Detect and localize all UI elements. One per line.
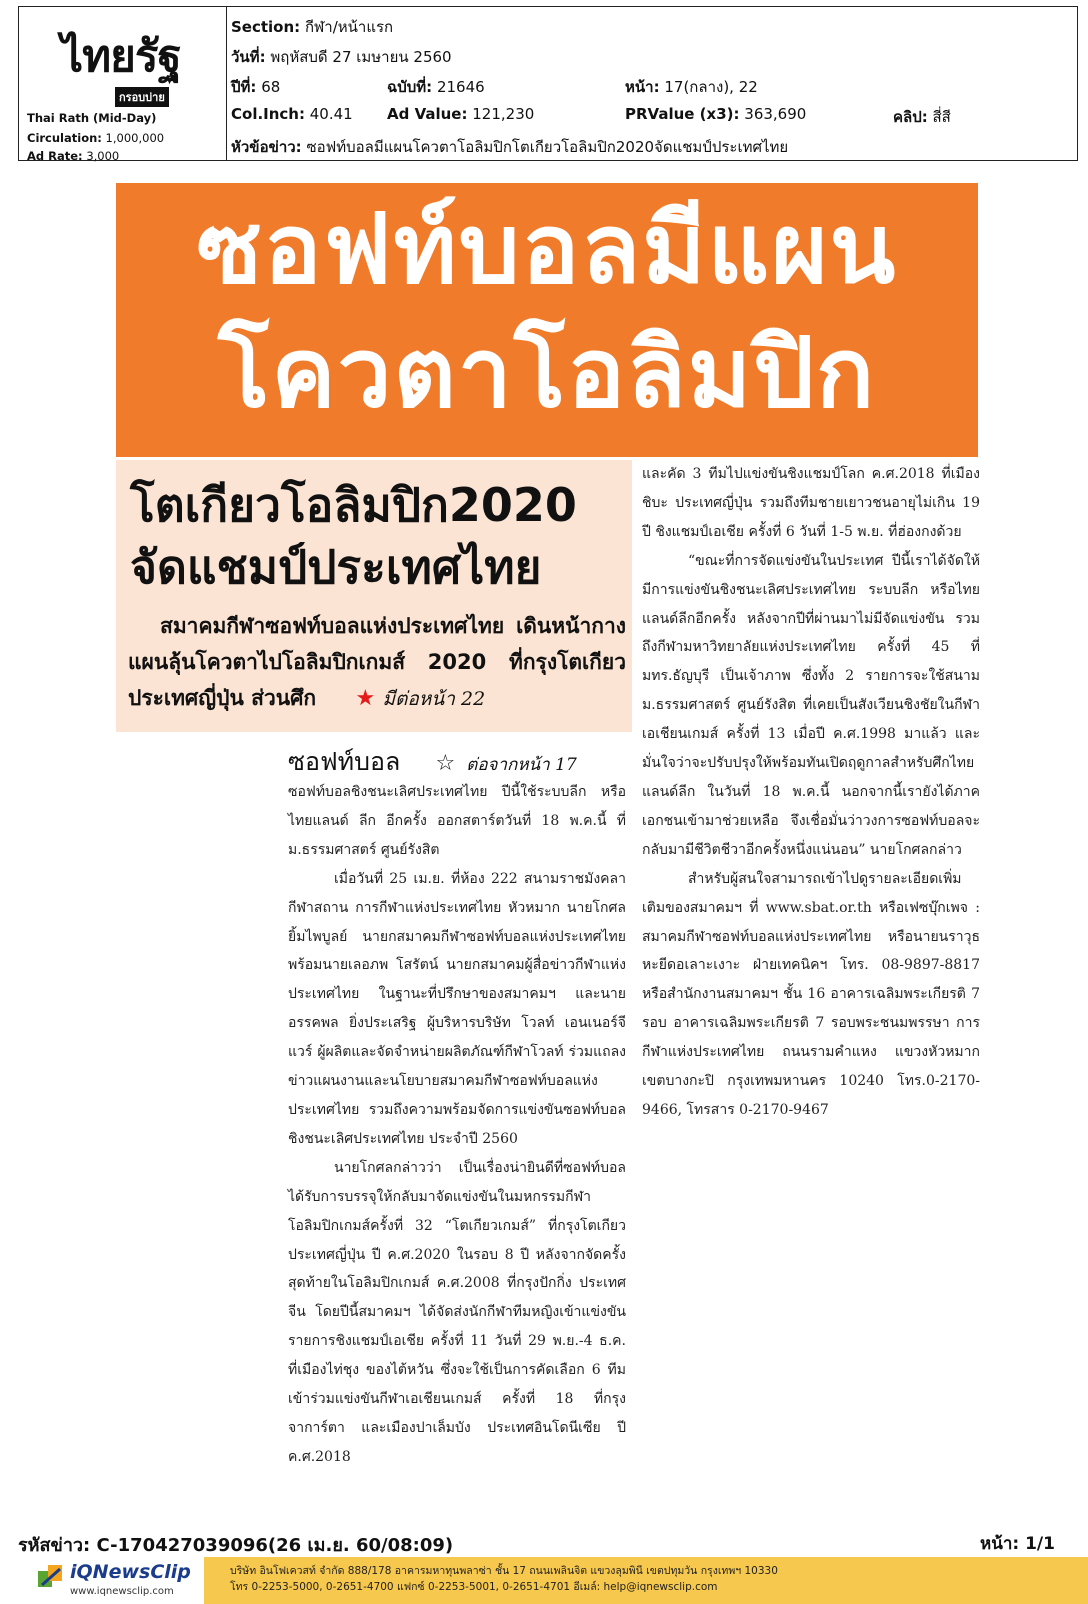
col-inch-label: Col.Inch: bbox=[231, 105, 305, 123]
ad-rate bbox=[27, 149, 119, 163]
date-label: วันที่: bbox=[231, 48, 266, 66]
circulation-label: Circulation: bbox=[27, 131, 102, 145]
col-inch bbox=[231, 105, 353, 123]
continuation-header bbox=[288, 742, 628, 782]
iqnewsclip-logo[interactable] bbox=[36, 1561, 196, 1601]
subhead-line-1: โตเกียวโอลิมปิก2020 bbox=[130, 478, 577, 532]
banner-line-1: ซอฟท์บอลมีแผน bbox=[196, 193, 898, 305]
body-paragraph-3: นายโกศลกล่าวว่า เป็นเรื่องน่ายินดีที่ซอฟท์บอลได้รับการบรรจุให้กลับมาจัดแข่งขันในมหกรรมกีฬาโอลิมปิกเกมส์ครั้งที่ 32 “โตเกียวเกมส์” ที่กรุงโตเกียว ประเทศญี่ปุ่น ปี ค.ศ.2020 ในรอบ 8 ปี หลังจากจัดครั้งสุดท้ายในโอลิมปิกเกมส์ ค.ศ.2008 ที่กรุงปักกิ่ง ประเทศจีน โดยปีนี้สมาคมฯ ได้จัดส่งนักกีฬาทีมหญิงเข้าแข่งขันรายการชิงแชมป์เอเชีย ครั้งที่ 11 วันที่ 29 พ.ย.-4 ธ.ค. ที่เมืองไท่ชุง ของไต้หวัน ซึ่งจะใช้เป็นการคัดเลือก 6 ทีมเข้าร่วมแข่งขันกีฬาเอเชียนเกมส์ ครั้งที่ 18 ที่กรุงจาการ์ตา และเมืองปาเล็มบัง ประเทศอินโดนีเซีย ปี ค.ศ.2018 bbox=[288, 1159, 626, 1465]
pr-value bbox=[625, 105, 806, 123]
pr-value-value: 363,690 bbox=[744, 105, 807, 123]
circulation bbox=[27, 131, 164, 145]
ad-rate-value: 3,000 bbox=[86, 149, 120, 163]
page-number-value: 1/1 bbox=[1025, 1534, 1055, 1554]
pr-value-label: PRValue (x3): bbox=[625, 105, 740, 123]
continued-from: ต่อจากหน้า 17 bbox=[466, 755, 577, 775]
body-paragraph-2: เมื่อวันที่ 25 เม.ย. ที่ห้อง 222 สนามราชมังคลากีฬาสถาน การกีฬาแห่งประเทศไทย หัวหมาก นายโกศล ยิ้มไพบูลย์ นายกสมาคมกีฬาซอฟท์บอลแห่งประเทศไทย พร้อมนายเลอภพ โสรัตน์ นายกสมาคมผู้สื่อข่าวกีฬาแห่งประเทศไทย ในฐานะที่ปรึกษาของสมาคมฯ และนายอรรคพล ยิ่งประเสริฐ ผู้บริหารบริษัท โวลท์ เอนเนอร์จี แวร์ ผู้ผลิตและจัดจำหน่ายผลิตภัณฑ์กีฬาโวลท์ ร่วมแถลงข่าวแผนงานและนโยบายสมาคมกีฬาซอฟท์บอลแห่งประเทศไทย รวมถึงความพร้อมจัดการแข่งขันซอฟท์บอลชิงชนะเลิศประเทศไทย ประจำปี 2560 bbox=[288, 870, 626, 1147]
page-value: 17(กลาง), 22 bbox=[664, 78, 758, 96]
page-number bbox=[980, 1530, 1055, 1557]
publication-name: Thai Rath (Mid-Day) bbox=[27, 111, 157, 125]
col-inch-value: 40.41 bbox=[309, 105, 353, 123]
issue-value: 21646 bbox=[436, 78, 485, 96]
clip-value: สี่สี bbox=[932, 108, 951, 126]
continuation-word: ซอฟท์บอล bbox=[288, 747, 401, 776]
page-number-label: หน้า: bbox=[980, 1534, 1020, 1554]
publication-panel bbox=[19, 7, 227, 163]
ad-value bbox=[387, 105, 534, 123]
headline-banner bbox=[116, 183, 978, 457]
outline-star-icon: ☆ bbox=[435, 751, 456, 776]
edition-badge: กรอบบ่าย bbox=[115, 87, 169, 107]
company-address: บริษัท อินโฟเควสท์ จำกัด 888/178 อาคารมหาทุนพลาซ่า ชั้น 17 ถนนเพลินจิต แขวงลุมพินี เขตปทุมวัน กรุงเทพฯ 10330 bbox=[230, 1565, 778, 1577]
date bbox=[231, 45, 452, 69]
continued-on: มีต่อหน้า 22 bbox=[382, 688, 486, 710]
issue-label: ฉบับที่: bbox=[387, 78, 433, 96]
year-label: ปีที่: bbox=[231, 78, 257, 96]
body-paragraph-6: สำหรับผู้สนใจสามารถเข้าไปดูรายละเอียดเพิ่มเติมของสมาคมฯ ที่ www.sbat.or.th หรือเฟซบุ๊กเพจ : สมาคมกีฬาซอฟท์บอลแห่งประเทศไทย หรือนายนราวุธ หะยีดอเลาะเงาะ ฝ่ายเทคนิคฯ โทร. 08-9897-8817 หรือสำนักงานสมาคมฯ ชั้น 16 อาคารเฉลิมพระเกียรติ 7 รอบ อาคารเฉลิมพระเกียรติ 7 รอบพระชนมพรรษา การกีฬาแห่งประเทศไทย ถนนรามคำแหง แขวงหัวหมาก เขตบางกะปิ กรุงเทพมหานคร 10240 โทร.0-2170-9466, โทรสาร 0-2170-9467 bbox=[642, 870, 980, 1118]
headline-label: หัวข้อข่าว: bbox=[231, 138, 302, 156]
body-column-left bbox=[288, 778, 626, 1472]
clip-header bbox=[18, 6, 1078, 161]
company-contact: โทร 0-2253-5000, 0-2651-4700 แฟกซ์ 0-2253-5001, 0-2651-4701 อีเมล์: help@iqnewsclip.com bbox=[230, 1581, 718, 1593]
date-value: พฤหัสบดี 27 เมษายน 2560 bbox=[270, 48, 452, 66]
clip-label: คลิป: bbox=[893, 108, 928, 126]
iqnewsclip-logo-icon bbox=[36, 1563, 66, 1591]
section-value: กีฬา/หน้าแรก bbox=[304, 18, 394, 36]
issue bbox=[387, 75, 485, 99]
ad-rate-label: Ad Rate: bbox=[27, 149, 83, 163]
subhead-box bbox=[116, 460, 632, 732]
headline-value: ซอฟท์บอลมีแผนโควตาโอลิมปิกโตเกียวโอลิมปิก2020จัดแชมป์ประเทศไทย bbox=[306, 138, 789, 156]
body-column-right bbox=[642, 460, 980, 1125]
body-paragraph-4: และคัด 3 ทีมไปแข่งขันชิงแชมป์โลก ค.ศ.2018 ที่เมืองชิบะ ประเทศญี่ปุ่น รวมถึงทีมชายเยาวชนอายุไม่เกิน 19 ปี ชิงแชมป์เอเชีย ครั้งที่ 6 วันที่ 1-5 พ.ย. ที่ฮ่องกงด้วย bbox=[642, 466, 980, 540]
iqnewsclip-url[interactable]: www.iqnewsclip.com bbox=[70, 1586, 174, 1597]
red-star-icon: ★ bbox=[355, 686, 376, 711]
body-paragraph-5: “ขณะที่การจัดแข่งขันในประเทศ ปีนี้เราได้จัดให้มีการแข่งขันชิงชนะเลิศประเทศไทย ระบบลีก หรือไทยแลนด์ลีกอีกครั้ง หลังจากปีที่ผ่านมาไม่มีจัดแข่งขัน รวมถึงกีฬามหาวิทยาลัยแห่งประเทศไทย ครั้งที่ 45 ที่ มทร.ธัญบุรี เป็นเจ้าภาพ ซึ่งทั้ง 2 รายการจะใช้สนาม ม.ธรรมศาสตร์ ศูนย์รังสิต ที่เคยเป็นสังเวียนชิงชัยในกีฬาเอเชียนเกมส์ ครั้งที่ 13 เมื่อปี ค.ศ.1998 มาแล้ว และมั่นใจว่าจะปรับปรุงให้พร้อมทันเปิดฤดูกาลสำหรับศึกไทยแลนด์ลีก ในวันที่ 18 พ.ค.นี้ นอกจากนี้เรายังได้ภาคเอกชนเข้ามาช่วยเหลือ จึงเชื่อมั่นว่าวงการซอฟท์บอลจะกลับมามีชีวิตชีวาอีกครั้งหนึ่งแน่นอน” นายโกศลกล่าว bbox=[642, 552, 980, 858]
thairath-logo: ไทยรัฐ bbox=[61, 31, 181, 82]
circulation-value: 1,000,000 bbox=[105, 131, 165, 145]
news-id-label: รหัสข่าว: bbox=[18, 1535, 91, 1556]
subhead-line-2: จัดแชมป์ประเทศไทย bbox=[130, 540, 542, 594]
clip-type bbox=[893, 105, 951, 129]
ad-value-label: Ad Value: bbox=[387, 105, 468, 123]
lead-text: สมาคมกีฬาซอฟท์บอลแห่งประเทศไทย เดินหน้ากางแผนลุ้นโควตาไปโอลิมปิกเกมส์ 2020 ที่กรุงโตเกียว ประเทศญี่ปุ่น ส่วนศึก bbox=[128, 614, 626, 710]
body-paragraph-1: ซอฟท์บอลชิงชนะเลิศประเทศไทย ปีนี้ใช้ระบบลีก หรือไทยแลนด์ ลีก อีกครั้ง ออกสตาร์ตวันที่ 18 พ.ค.นี้ ที่ ม.ธรรมศาสตร์ ศูนย์รังสิต bbox=[288, 784, 626, 858]
ad-value-value: 121,230 bbox=[472, 105, 535, 123]
page-label: หน้า: bbox=[625, 78, 660, 96]
year bbox=[231, 75, 280, 99]
lead-paragraph bbox=[128, 608, 626, 717]
company-info bbox=[204, 1557, 1088, 1604]
iqnewsclip-logo-text: iQNewsClip bbox=[70, 1561, 191, 1583]
news-id bbox=[18, 1530, 453, 1559]
banner-line-2: โควตาโอลิมปิก bbox=[217, 317, 877, 429]
headline-row bbox=[231, 135, 788, 159]
news-id-value: C-170427039096 bbox=[96, 1535, 268, 1556]
section bbox=[231, 15, 393, 39]
section-label: Section: bbox=[231, 18, 301, 36]
page bbox=[625, 75, 758, 99]
news-id-time: (26 เม.ย. 60/08:09) bbox=[267, 1535, 454, 1556]
year-value: 68 bbox=[261, 78, 281, 96]
footer-bar bbox=[0, 1557, 1088, 1604]
